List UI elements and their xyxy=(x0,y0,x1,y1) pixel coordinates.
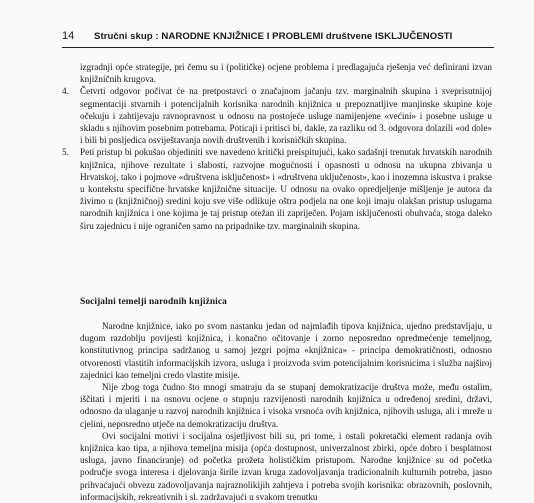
paragraph: Narodne knjižnice, iako po svom nastanku jedan od najmlađih tipova knjižnica, ujedno predstavljaju, u dugom razdoblju povijesti knjižnica, i konačno očitovanje i zorno neposredno opredmećenje temeljnog, konstitutivnog principa sadržanog u samoj jezgri pojma «knjižnica» - principa demokratičnosti, odnosno otvorenosti vlastitih informacijskih izvora, usluga i proizvoda svim potencijalnim korisnicima i služba najširoj zajednici kao temeljni credo vlastite misije. xyxy=(80,321,492,380)
list-continuation: izgradnji opće strategije, pri čemu su i (političke) ocjene problema i predlagajuća rješenja već definirani izvan knjižničnih krugova. xyxy=(80,62,492,85)
section-body xyxy=(80,320,492,503)
paragraph: Nije zbog toga čudno što mnogi smatraju da se stupanj demokratizacije društva može, među ostalim, iščitati i mjeriti i na osnovu ocjene o stupnju razvijenosti narodnih knjižnica u određenoj sredini, državi, odnosno da ulaganje u razvoj narodnih knjižnica i visoka vrsnoća ovih knjižnica, njihovih usluga, ali i mreže u cjelini, neposredno utječe na demokratizaciju društva. xyxy=(80,382,492,429)
page-number: 14 xyxy=(62,30,75,42)
list-item xyxy=(62,146,492,231)
section-heading: Socijalni temelji narodnih knjižnica xyxy=(80,297,227,307)
list-item-text: Četvrti odgovor počivat će na pretpostavci o značajnom jačanju tzv. marginalnih skupina i sveprisutnijoj segmentaciji stvarnih i potencijalnih korisnika narodnih knjižnica u prepoznatljive manjinske skupine koje očekuju i zahtijevaju ravnopravnost u odnosu na postojeće usluge namijenjene «većini» i posebne usluge u skladu s njihovim posebnim potrebama. Poticaji i pritisci bi, dakle, za razliku od 3. odgovora dolazili «od dole» i bili bi posljedica osviještavanja novih društvenih i korisničkih skupina. xyxy=(80,86,492,146)
list-item-text: Peti pristup bi pokušao objediniti sve navedeno kritički preispitujući, kako sadašnji trenutak hrvatskih narodnih knjižnica, njihove rezultate i slabosti, razvojne mogućnosti i opasnosti u odnosu na ukupna zbivanja u Hrvatskoj, tako i pojmove «društvena isključenost» i «društvena uključenost», kao i inozemna iskustva i prakse u kontekstu specifične hrvatske knjižnične situacije. U odnosu na ovako opredjeljenje mišljenje je autora da živimo u (knjižničnoj) sredini koju sve više odlikuje oštra podjela na one koji imaju olakšan pristup uslugama narodnih knjižnica i one kojima je taj pristup otežan ili zapriječen. Pojam isključenosti obuhvaća, stoga daleko širu zajednicu i nije ograničen samo na pripadnike tzv. marginalnih skupina. xyxy=(80,147,492,231)
list-block xyxy=(62,61,492,232)
list-item-number: 4. xyxy=(62,86,69,97)
list-item xyxy=(62,85,492,146)
running-header xyxy=(62,30,494,46)
paragraph: Ovi socijalni motivi i socijalna osjetljivost bili su, pri tome, i ostali pokretački element radanja ovih knjižnica kao tipa, a njihova temeljna misija (opća dostupnost, univerzalnost zbirki, opće dobro i besplatnost usluga, javno financiranje) od početka prožeta holističkim pristupom. Narodne knjižnice su od početka područje svoga interesa i djelovanja širile izvan kruga zadovoljavanja tradicionalnih kulturnih potreba, jasno prihvaćajući obvezu zadovoljavanja najraznolikijih zahtjeva i potreba svojih korisnika: obrazovnih, poslovnih, informacijskih, rekreativnih i sl. zadržavajući u svakom trenutku xyxy=(80,430,492,502)
list-item-number: 5. xyxy=(62,147,69,158)
header-rule xyxy=(62,47,494,48)
running-title: Stručni skup : NARODNE KNJIŽNICE I PROBLEMI društvene ISKLJUČENOSTI xyxy=(94,31,453,42)
